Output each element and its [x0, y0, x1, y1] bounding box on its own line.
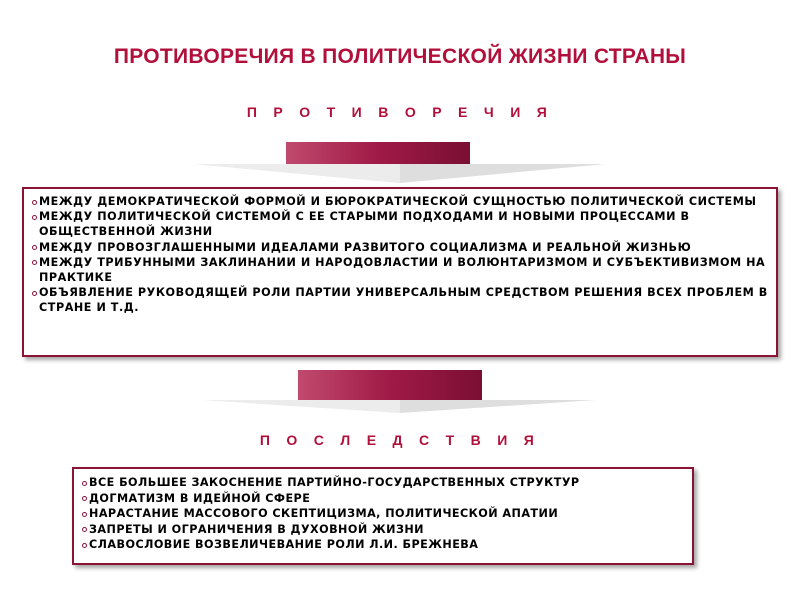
- list-item: ЗАПРЕТЫ И ОГРАНИЧЕНИЯ В ДУХОВНОЙ ЖИЗНИ: [82, 522, 686, 538]
- list-item: НАРАСТАНИЕ МАССОВОГО СКЕПТИЦИЗМА, ПОЛИТИЧЕСКОЙ АПАТИИ: [82, 506, 686, 522]
- list-item: МЕЖДУ ТРИБУННЫМИ ЗАКЛИНАНИИ И НАРОДОВЛАСТИИ И ВОЛЮНТАРИЗМОМ И СУБЪЕКТИВИЗМОМ НА ПРАКТИКЕ: [32, 255, 770, 285]
- down-arrow-icon: [190, 137, 610, 185]
- list-item: ОБЪЯВЛЕНИЕ РУКОВОДЯЩЕЙ РОЛИ ПАРТИИ УНИВЕРСАЛЬНЫМ СРЕДСТВОМ РЕШЕНИЯ ВСЕХ ПРОБЛЕМ В СТРАНЕ И Т.Д.: [32, 285, 770, 315]
- slide-title: ПРОТИВОРЕЧИЯ В ПОЛИТИЧЕСКОЙ ЖИЗНИ СТРАНЫ: [113, 45, 687, 68]
- contradictions-box: [22, 187, 778, 357]
- list-item: ВСЕ БОЛЬШЕЕ ЗАКОСНЕНИЕ ПАРТИЙНО-ГОСУДАРСТВЕННЫХ СТРУКТУР: [82, 475, 686, 491]
- list-item: МЕЖДУ ПОЛИТИЧЕСКОЙ СИСТЕМОЙ С ЕЕ СТАРЫМИ ПОДХОДАМИ И НОВЫМИ ПРОЦЕССАМИ В ОБЩЕСТВЕННОЙ ЖИЗНИ: [32, 209, 770, 239]
- consequences-list: [82, 475, 686, 553]
- consequences-heading: П О С Л Е Д С Т В И Я: [259, 432, 541, 448]
- list-item: МЕЖДУ ДЕМОКРАТИЧЕСКОЙ ФОРМОЙ И БЮРОКРАТИЧЕСКОЙ СУЩНОСТЬЮ ПОЛИТИЧЕСКОЙ СИСТЕМЫ: [32, 194, 770, 209]
- list-item: СЛАВОСЛОВИЕ ВОЗВЕЛИЧЕВАНИЕ РОЛИ Л.И. БРЕЖНЕВА: [82, 537, 686, 553]
- contradictions-heading: П Р О Т И В О Р Е Ч И Я: [246, 104, 554, 120]
- consequences-box: [72, 467, 694, 565]
- list-item: ДОГМАТИЗМ В ИДЕЙНОЙ СФЕРЕ: [82, 491, 686, 507]
- down-arrow-icon: [200, 365, 600, 415]
- contradictions-list: [32, 194, 770, 316]
- list-item: МЕЖДУ ПРОВОЗГЛАШЕННЫМИ ИДЕАЛАМИ РАЗВИТОГО СОЦИАЛИЗМА И РЕАЛЬНОЙ ЖИЗНЬЮ: [32, 240, 770, 255]
